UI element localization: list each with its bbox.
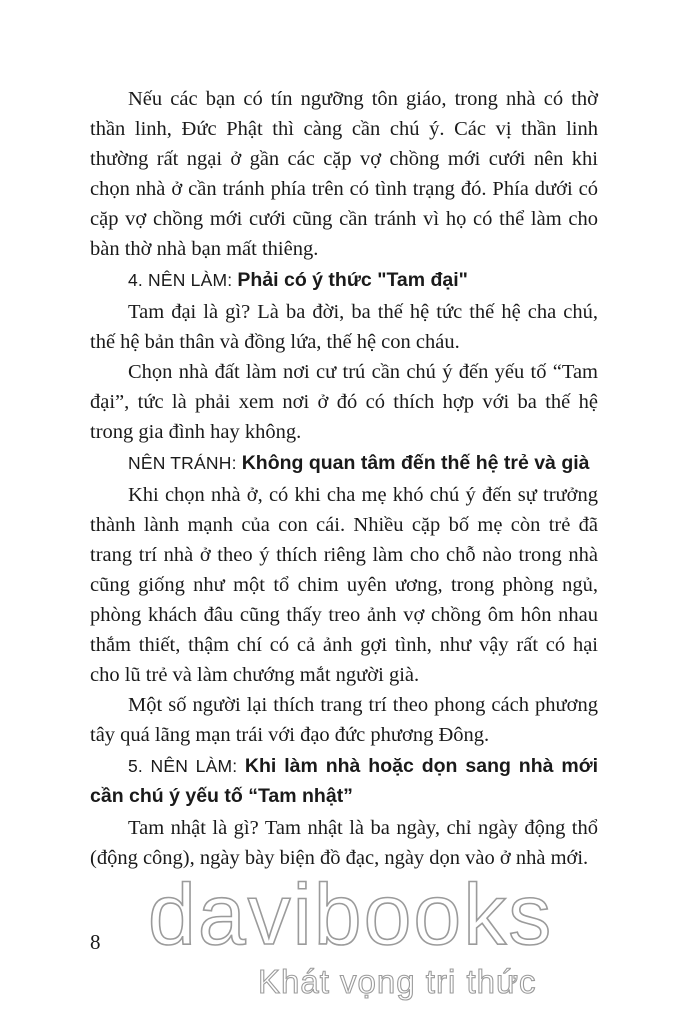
heading-title: Không quan tâm đến thế hệ trẻ và già <box>241 452 590 474</box>
page-number: 8 <box>90 930 101 954</box>
paragraph: Một số người lại thích trang trí theo phong cách phương tây quá lãng mạn trái với đạo đức phương Đông. <box>90 694 598 746</box>
heading-lead: 4. NÊN LÀM: <box>128 270 238 290</box>
section-heading <box>90 448 598 478</box>
heading-lead: NÊN TRÁNH: <box>128 453 242 473</box>
section-heading <box>90 265 598 295</box>
watermark-slogan: Khát vọng tri thức <box>258 963 537 1000</box>
paragraph: Nếu các bạn có tín ngưỡng tôn giáo, trong nhà có thờ thần linh, Đức Phật thì càng cần chú ý. Các vị thần linh thường rất ngại ở gần các cặp vợ chồng mới cưới nên khi chọn nhà ở cần tránh phía trên có tình trạng đó. Phía dưới có cặp vợ chồng mới cưới cũng cần tránh vì họ có thể làm cho bàn thờ nhà bạn mất thiêng. <box>90 88 598 260</box>
heading-lead: 5. NÊN LÀM: <box>128 756 245 776</box>
section-heading <box>90 751 598 811</box>
paragraph: Khi chọn nhà ở, có khi cha mẹ khó chú ý đến sự trưởng thành lành mạnh của con cái. Nhiều cặp bố mẹ còn trẻ đã trang trí nhà ở theo ý thích riêng làm cho chỗ nào trong nhà cũng giống như một tổ chim uyên ương, trong phòng ngủ, phòng khách đâu cũng thấy treo ảnh vợ chồng ôm hôn nhau thắm thiết, thậm chí có cả ảnh gợi tình, như vậy rất có hại cho lũ trẻ và làm chướng mắt người già. <box>90 484 598 686</box>
heading-title: Phải có ý thức "Tam đại" <box>237 269 468 291</box>
heading-title: Khi làm nhà hoặc dọn sang nhà mới cần chú ý yếu tố “Tam nhật” <box>90 755 599 807</box>
paragraph: Chọn nhà đất làm nơi cư trú cần chú ý đến yếu tố “Tam đại”, tức là phải xem nơi ở đó có thích hợp với ba thế hệ trong gia đình hay không. <box>90 361 598 443</box>
book-page-body <box>90 84 598 873</box>
paragraph: Tam đại là gì? Là ba đời, ba thế hệ tức thế hệ cha chú, thế hệ bản thân và đồng lứa, thế hệ con cháu. <box>90 301 598 353</box>
paragraph: Tam nhật là gì? Tam nhật là ba ngày, chỉ ngày động thổ (động công), ngày bày biện đồ đạc, ngày dọn vào ở nhà mới. <box>90 817 598 869</box>
watermark-brand: davibooks <box>148 867 554 963</box>
